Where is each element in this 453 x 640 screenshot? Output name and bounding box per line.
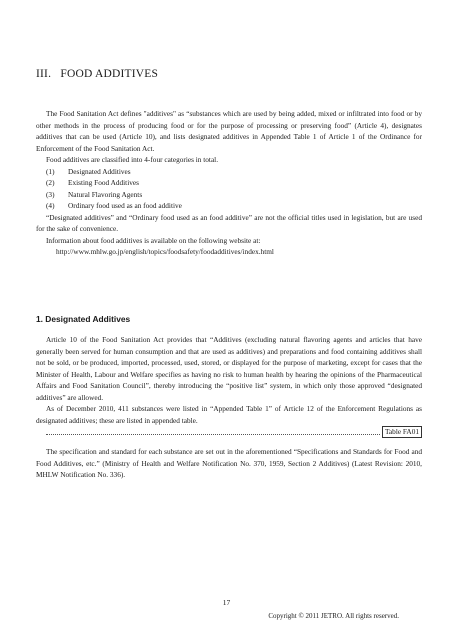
list-text: Ordinary food used as an food additive <box>68 201 182 210</box>
page-number: 17 <box>222 598 231 607</box>
list-item <box>36 189 422 201</box>
list-item <box>36 200 422 212</box>
intro-paragraph: Food additives are classified into 4-four categories in total. <box>46 155 219 164</box>
intro-body <box>36 108 422 258</box>
list-text: Designated Additives <box>68 166 131 176</box>
body-paragraph: As of December 2010, 411 substances were listed in “Appended Table 1” of Article 12 of the Enforcement Regulations as designated additives; these are listed in appended table. <box>36 404 422 425</box>
website-link[interactable]: http://www.mhlw.go.jp/english/topics/foodsafety/foodadditives/index.html <box>56 247 274 256</box>
additive-category-list <box>36 166 422 212</box>
list-number: (2) <box>46 178 55 187</box>
list-item <box>36 166 422 178</box>
list-number: (3) <box>46 189 55 199</box>
list-number: (1) <box>46 166 55 176</box>
copyright-notice: Copyright © 2011 JETRO. All rights reserved. <box>268 612 399 620</box>
designated-additives-body <box>36 334 422 481</box>
intro-paragraph: The Food Sanitation Act defines "additives" as “substances which are used by being added, mixed or infiltrated into food or by other methods in the process of producing food or for the purpose of processing or preserving food” (Article 4), designates additives that can be used (Article 10), and lists designated additives in Appended Table 1 of Article 1 of the Ordinance for Enforcement of the Food Sanitation Act. <box>36 109 422 153</box>
list-number: (4) <box>46 201 55 210</box>
list-item <box>36 177 422 189</box>
table-reference-line <box>46 426 422 438</box>
list-text: Existing Food Additives <box>68 178 139 187</box>
intro-paragraph: Information about food additives is available on the following website at: <box>46 235 261 245</box>
body-paragraph: The specification and standard for each substance are set out in the aforementioned “Specifications and Standards for Food and Food Additives, etc.” (Ministry of Health and Welfare Notification No. 370, 1959, Section 2 Additives) (Latest Revision: 2010, MHLW Notification No. 336). <box>36 447 422 479</box>
body-paragraph: Article 10 of the Food Sanitation Act provides that “Additives (excluding natural flavoring agents and articles that have generally been served for human consumption and that are used as additives) and preparations and food containing additives shall not be sold, or be produced, imported, processed, used, stored, or displayed for the purpose of marketing, except for cases that the Minister of Health, Labour and Welfare specifies as having no risk to human health by hearing the opinions of the Pharmaceutical Affairs and Food Sanitation Council”, thereby introducing the “positive list” system, in which only those approved “designated additives” are allowed. <box>36 335 422 402</box>
section-title: III. FOOD ADDITIVES <box>36 68 159 80</box>
intro-paragraph: “Designated additives” and “Ordinary food used as an food additive” are not the official titles used in legislation, but are used for the sake of convenience. <box>36 212 422 233</box>
table-reference-link[interactable]: Table FA01 <box>382 426 422 438</box>
list-text: Natural Flavoring Agents <box>68 189 143 199</box>
subsection-title: 1. Designated Additives <box>36 314 131 324</box>
leader-dots <box>46 434 380 435</box>
